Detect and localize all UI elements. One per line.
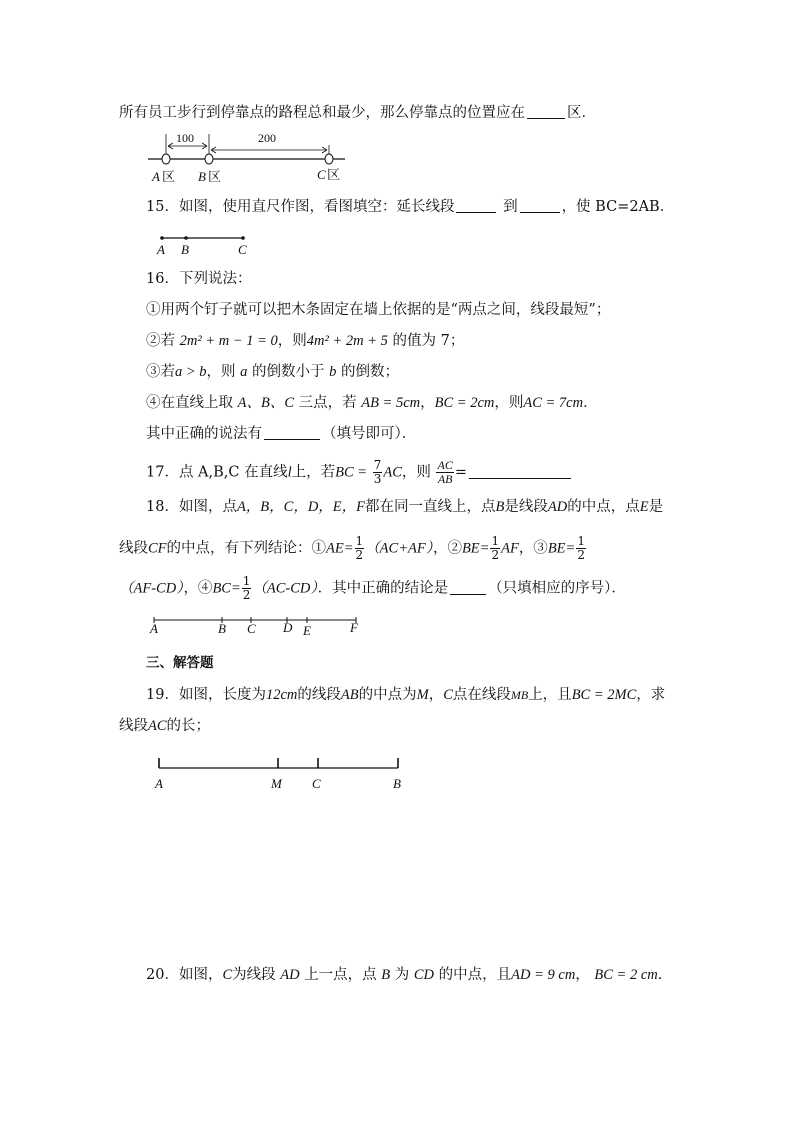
q14-tail: 所有员工步行到停靠点的路程总和最少，那么停靠点的位置应在 区． [119, 105, 596, 121]
q18-line-1: 18．如图，点A，B，C，D，E，F都在同一直线上，点B是线段AD的中点，点E是 [146, 499, 664, 515]
q18-line-2: 线段CF的中点，有下列结论：①AE= $\frac{1}{2}$ （AC+AF），②BE= $\frac{1}{2}$ AF，③BE= $\frac{1}{2}$ [119, 534, 585, 562]
q18-half-3: $\frac{1}{2}$ [577, 534, 585, 562]
fig19-label-a: A [155, 776, 163, 791]
section-3-heading: 三、解答题 [146, 655, 214, 671]
q16-answer: 其中正确的说法有 （填号即可）． [146, 426, 417, 442]
fig18-label-d: D [283, 620, 293, 635]
fig15-label-b: B [181, 242, 189, 257]
q17-fraction-ac-ab: $\frac{AC}{AB}$ [437, 458, 453, 486]
q16-statement-1: ①用两个钉子就可以把木条固定在墙上依据的是“两点之间，线段最短”； [146, 302, 611, 318]
fig14-dim-100: 100 [176, 131, 194, 145]
q15: 15．如图，使用直尺作图，看图填空：延长线段 到 ，使 BC=2AB． [146, 199, 675, 215]
fig19-label-m: M [271, 776, 282, 791]
fig18-label-f: F [350, 620, 358, 635]
fig15-label-a: A [157, 242, 165, 257]
fig14-label-c: C [317, 167, 326, 182]
fig14-label-b: B [198, 169, 206, 184]
q16-statement-3: ③若a > b，则 a 的倒数小于 b 的倒数； [146, 364, 399, 380]
q16-statement-2: ②若 2m² + m − 1 = 0，则4m² + 2m + 5 的值为 7； [146, 333, 465, 349]
q17-fraction-7-3: $\frac{7}{3}$ [373, 458, 382, 486]
fig14-dim-200: 200 [258, 131, 276, 145]
q18-half-2: $\frac{1}{2}$ [491, 534, 500, 562]
q18-half-4: $\frac{1}{2}$ [242, 574, 251, 602]
q18-half-1: $\frac{1}{2}$ [355, 534, 364, 562]
fig14-label-b-qu: 区 [208, 169, 222, 184]
q19-line-2: 线段AC的长； [119, 718, 211, 734]
fig18-label-c: C [247, 621, 256, 636]
fig18-label-a: A [150, 621, 158, 636]
fig19-label-c: C [312, 776, 321, 791]
fig14-label-c-qu: 区 [327, 167, 341, 182]
q19-line-1: 19．如图，长度为12cm的线段AB的中点为M，C点在线段MB上，且BC = 2MC，求 [146, 687, 666, 703]
q16-title: 16．下列说法： [146, 271, 252, 287]
fig19-label-b: B [393, 776, 401, 791]
fig14-label-a: A [152, 169, 160, 184]
q18-line-3: （AF-CD），④BC= $\frac{1}{2}$ （AC-CD）．其中正确的结论是 （只填相应的序号）． [119, 574, 626, 602]
q17: 17．点 A,B,C 在直线l上，若BC = $\frac{7}{3}$ AC，则 $\frac{AC}{AB}$ = [146, 459, 573, 486]
fig15-label-c: C [238, 242, 247, 257]
fig18-label-e: E [303, 623, 311, 638]
fig14-label-a-qu: 区 [162, 169, 176, 184]
fig18-label-b: B [218, 621, 226, 636]
q16-statement-4: ④在直线上取 A、B、C 三点，若 AB = 5cm，BC = 2cm，则AC = 7cm． [146, 395, 598, 411]
q20: 20．如图，C为线段 AD 上一点，点 B 为 CD 的中点，且AD = 9 cm， BC = 2 cm. [146, 967, 663, 983]
